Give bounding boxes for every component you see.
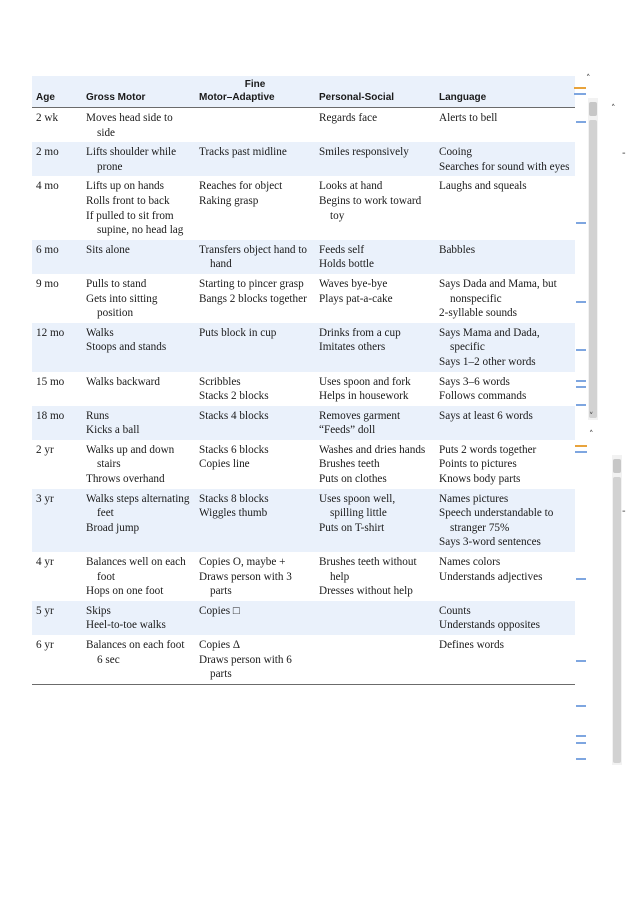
gross-motor-cell <box>82 406 195 440</box>
row-marker <box>576 578 586 580</box>
personal-social-cell <box>315 406 435 440</box>
fine-motor-cell <box>195 372 315 406</box>
personal-social-cell <box>315 323 435 372</box>
milestone-item: Imitates others <box>319 341 386 354</box>
language-cell <box>435 274 575 323</box>
milestone-item: Copies Δ <box>199 639 241 651</box>
milestone-item: Broad jump <box>86 521 140 534</box>
row-marker <box>576 742 586 744</box>
language-cell <box>435 635 575 684</box>
personal-social-cell <box>315 108 435 143</box>
age-cell: 18 mo <box>32 406 82 440</box>
milestone-item: Holds bottle <box>319 258 375 271</box>
row-marker <box>575 451 587 453</box>
edge-tick: - <box>622 506 626 517</box>
header-fine-motor-line2: Motor–Adaptive <box>199 92 275 103</box>
header-fine-motor <box>195 76 315 108</box>
age-cell: 6 yr <box>36 639 54 651</box>
row-marker <box>576 758 586 760</box>
milestone-item: Uses spoon and fork <box>319 375 411 388</box>
header-fine-motor-line1: Fine <box>244 79 266 90</box>
personal-social-cell <box>315 176 435 239</box>
table-row <box>32 176 575 239</box>
fine-motor-cell <box>195 176 315 239</box>
milestones-document <box>32 76 575 685</box>
milestone-item: Understands adjectives <box>439 570 543 583</box>
current-position-marker <box>574 87 586 89</box>
row-marker <box>576 386 586 388</box>
milestone-item: Moves head side to side <box>86 112 173 139</box>
milestone-item: Drinks from a cup <box>319 326 401 339</box>
milestone-item: Heel-to-toe walks <box>86 619 166 632</box>
age-cell: 5 yr <box>32 601 82 635</box>
gross-motor-cell <box>82 323 195 372</box>
milestone-item: Says 3–6 words <box>439 375 510 388</box>
milestone-item: Brushes teeth without help <box>319 556 417 583</box>
row-marker <box>576 735 586 737</box>
table-row <box>32 406 575 440</box>
fine-motor-cell <box>195 440 315 489</box>
age-cell: 12 mo <box>32 323 82 372</box>
milestone-item: Walks <box>86 326 114 339</box>
milestone-item: Brushes teeth <box>319 458 380 471</box>
milestone-item: Smiles responsively <box>319 146 409 159</box>
milestone-item: Lifts shoulder while prone <box>86 146 177 173</box>
table-row <box>32 142 575 176</box>
milestone-item: Reaches for object <box>199 180 283 193</box>
row-marker <box>576 349 586 351</box>
row-marker <box>576 222 586 224</box>
chevron-up-icon[interactable]: ˄ <box>589 430 594 440</box>
language-cell <box>435 489 575 552</box>
table-row <box>32 274 575 323</box>
table-row <box>32 489 575 552</box>
milestone-item: Regards face <box>319 112 378 124</box>
lower-scrollbar-thumb[interactable] <box>613 477 621 763</box>
milestone-item: Names colors <box>439 556 501 569</box>
table-row <box>32 108 575 143</box>
table-row <box>32 372 575 406</box>
milestone-item: Cooing <box>439 146 472 159</box>
upper-scrollbar-track[interactable] <box>588 98 598 420</box>
milestone-item: Dresses without help <box>319 585 413 598</box>
gross-motor-cell <box>82 142 195 176</box>
language-cell <box>435 142 575 176</box>
fine-motor-cell <box>195 142 315 176</box>
milestone-item: Follows commands <box>439 390 527 403</box>
milestone-item: Points to pictures <box>439 458 517 471</box>
row-marker <box>576 404 586 406</box>
milestone-item: Counts <box>439 604 471 617</box>
personal-social-cell <box>315 552 435 601</box>
milestone-item: Speech understandable to stranger 75% <box>439 507 554 534</box>
gross-motor-cell <box>82 635 195 684</box>
age-cell: 15 mo <box>36 375 65 388</box>
milestone-item: Says 1–2 other words <box>439 355 536 368</box>
table-row <box>32 240 575 274</box>
gross-motor-cell <box>82 440 195 489</box>
milestone-item: Copies line <box>199 458 250 471</box>
language-cell <box>435 406 575 440</box>
table-row <box>32 635 575 684</box>
fine-motor-cell <box>195 108 315 143</box>
header-personal-social: Personal-Social <box>315 76 435 108</box>
fine-motor-cell <box>195 274 315 323</box>
milestone-item: Names pictures <box>439 492 509 505</box>
age-cell: 4 mo <box>36 180 59 193</box>
fine-motor-cell <box>195 552 315 601</box>
milestone-item: Kicks a ball <box>86 424 140 437</box>
table-bottom-rule <box>32 684 575 685</box>
milestone-item: Throws overhand <box>86 473 165 486</box>
milestone-item: Stacks 8 blocks <box>199 492 269 505</box>
milestone-item: Washes and dries hands <box>319 443 426 456</box>
table-row <box>32 601 575 635</box>
milestone-item: Says 3-word sentences <box>439 536 541 549</box>
milestone-item: Gets into sitting position <box>86 292 158 320</box>
language-cell <box>435 601 575 635</box>
language-cell <box>435 240 575 274</box>
milestone-item: Plays pat-a-cake <box>319 292 393 305</box>
milestone-item: Balances on each foot 6 sec <box>86 639 185 666</box>
milestone-item: Stoops and stands <box>86 341 167 354</box>
row-marker <box>576 380 586 382</box>
milestone-item: Balances well on each foot <box>86 556 186 583</box>
fine-motor-cell <box>195 240 315 274</box>
age-cell: 2 wk <box>36 112 59 124</box>
language-cell <box>435 552 575 601</box>
milestone-item: Draws person with 3 parts <box>199 570 292 598</box>
milestone-item: 2-syllable sounds <box>439 307 517 320</box>
age-cell: 3 yr <box>32 489 82 552</box>
gross-motor-cell <box>82 108 195 143</box>
row-marker <box>574 93 586 95</box>
age-cell: 2 mo <box>32 142 82 176</box>
personal-social-cell <box>315 240 435 274</box>
upper-scrollbar-grip[interactable] <box>589 102 597 116</box>
edge-tick: - <box>622 148 626 159</box>
language-cell <box>435 323 575 372</box>
milestone-item: Scribbles <box>199 375 241 388</box>
milestone-item: Bangs 2 blocks together <box>199 292 307 305</box>
age-cell: 6 mo <box>32 240 82 274</box>
milestone-item: Knows body parts <box>439 473 521 486</box>
table-header-row <box>32 76 575 108</box>
milestone-item: Walks backward <box>86 375 160 388</box>
header-gross-motor: Gross Motor <box>82 76 195 108</box>
milestone-item: Looks at hand <box>319 180 383 193</box>
row-marker <box>576 660 586 662</box>
milestone-item: Stacks 6 blocks <box>199 443 269 456</box>
table-row <box>32 440 575 489</box>
personal-social-cell <box>315 489 435 552</box>
personal-social-cell <box>315 440 435 489</box>
personal-social-cell <box>315 142 435 176</box>
milestone-item: Pulls to stand <box>86 277 147 290</box>
milestone-item: Puts 2 words together <box>439 443 537 456</box>
milestone-item: Waves bye-bye <box>319 277 388 290</box>
milestone-item: If pulled to sit from supine, no head lag <box>86 209 184 237</box>
personal-social-cell <box>315 274 435 323</box>
milestone-item: Uses spoon well, spilling little <box>319 492 396 520</box>
milestone-item: Copies □ <box>199 604 240 617</box>
milestone-item: Puts on T-shirt <box>319 521 385 534</box>
milestone-item: Says Dada and Mama, but nonspecific <box>439 277 557 305</box>
personal-social-cell <box>315 601 435 635</box>
age-cell: 9 mo <box>36 277 59 290</box>
milestone-item: Draws person with 6 parts <box>199 653 292 681</box>
milestone-item: Skips <box>86 604 111 617</box>
milestone-item: Copies O, maybe + <box>199 556 286 569</box>
milestone-item: Runs <box>86 409 110 422</box>
milestone-item: Begins to work toward toy <box>319 194 422 222</box>
language-cell <box>435 176 575 239</box>
language-cell <box>435 440 575 489</box>
milestone-item: Understands opposites <box>439 619 540 632</box>
milestone-item: Helps in housework <box>319 390 409 403</box>
milestone-item: Hops on one foot <box>86 585 164 598</box>
milestone-item: Alerts to bell <box>439 112 498 124</box>
milestone-item: Sits alone <box>86 243 130 256</box>
milestone-item: Wiggles thumb <box>199 507 268 520</box>
gross-motor-cell <box>82 274 195 323</box>
milestone-item: Raking grasp <box>199 194 259 207</box>
milestone-item: Walks up and down stairs <box>86 443 175 471</box>
milestone-item: Puts on clothes <box>319 473 387 486</box>
milestone-item: Lifts up on hands <box>86 180 164 193</box>
milestone-item: Transfers object hand to hand <box>199 243 308 271</box>
lower-scrollbar-grip[interactable] <box>613 459 621 473</box>
milestone-item: Says Mama and Dada, specific <box>439 326 540 354</box>
milestone-item: Starting to pincer grasp <box>199 277 304 290</box>
milestone-item: Feeds self <box>319 243 365 256</box>
chevron-up-icon[interactable]: ˄ <box>611 104 616 114</box>
milestone-item: Removes garment <box>319 409 401 422</box>
milestone-item: “Feeds” doll <box>319 424 376 437</box>
chevron-up-icon[interactable]: ˄ <box>586 74 591 84</box>
gross-motor-cell <box>82 176 195 239</box>
milestone-item: Laughs and squeals <box>439 180 527 193</box>
current-position-marker <box>575 445 587 447</box>
milestone-item: Defines words <box>439 639 504 651</box>
upper-scrollbar-thumb[interactable] <box>589 120 597 418</box>
milestone-item: Stacks 2 blocks <box>199 390 269 403</box>
row-marker <box>576 301 586 303</box>
fine-motor-cell <box>195 635 315 684</box>
table-row <box>32 552 575 601</box>
gross-motor-cell <box>82 552 195 601</box>
header-language: Language <box>435 76 575 108</box>
milestone-item: Puts block in cup <box>199 326 277 339</box>
personal-social-cell <box>315 635 435 684</box>
personal-social-cell <box>315 372 435 406</box>
chevron-down-icon[interactable]: ˅ <box>589 412 594 422</box>
milestone-item: Says at least 6 words <box>439 409 533 422</box>
gross-motor-cell <box>82 372 195 406</box>
milestone-item: Rolls front to back <box>86 194 170 207</box>
fine-motor-cell <box>195 601 315 635</box>
fine-motor-cell <box>195 406 315 440</box>
language-cell <box>435 108 575 143</box>
gross-motor-cell <box>82 240 195 274</box>
age-cell: 4 yr <box>36 556 54 569</box>
milestone-item: Tracks past midline <box>199 146 287 159</box>
row-marker <box>576 121 586 123</box>
fine-motor-cell <box>195 323 315 372</box>
lower-scrollbar-track[interactable] <box>612 455 622 765</box>
gross-motor-cell <box>82 489 195 552</box>
table-row <box>32 323 575 372</box>
gross-motor-cell <box>82 601 195 635</box>
fine-motor-cell <box>195 489 315 552</box>
header-age: Age <box>32 76 82 108</box>
age-cell: 2 yr <box>36 443 54 456</box>
milestone-item: Stacks 4 blocks <box>199 409 269 422</box>
milestone-item: Searches for sound with eyes <box>439 160 570 173</box>
developmental-milestones-table <box>32 76 575 684</box>
language-cell <box>435 372 575 406</box>
row-marker <box>576 705 586 707</box>
milestone-item: Babbles <box>439 243 476 256</box>
milestone-item: Walks steps alternating feet <box>86 492 190 520</box>
